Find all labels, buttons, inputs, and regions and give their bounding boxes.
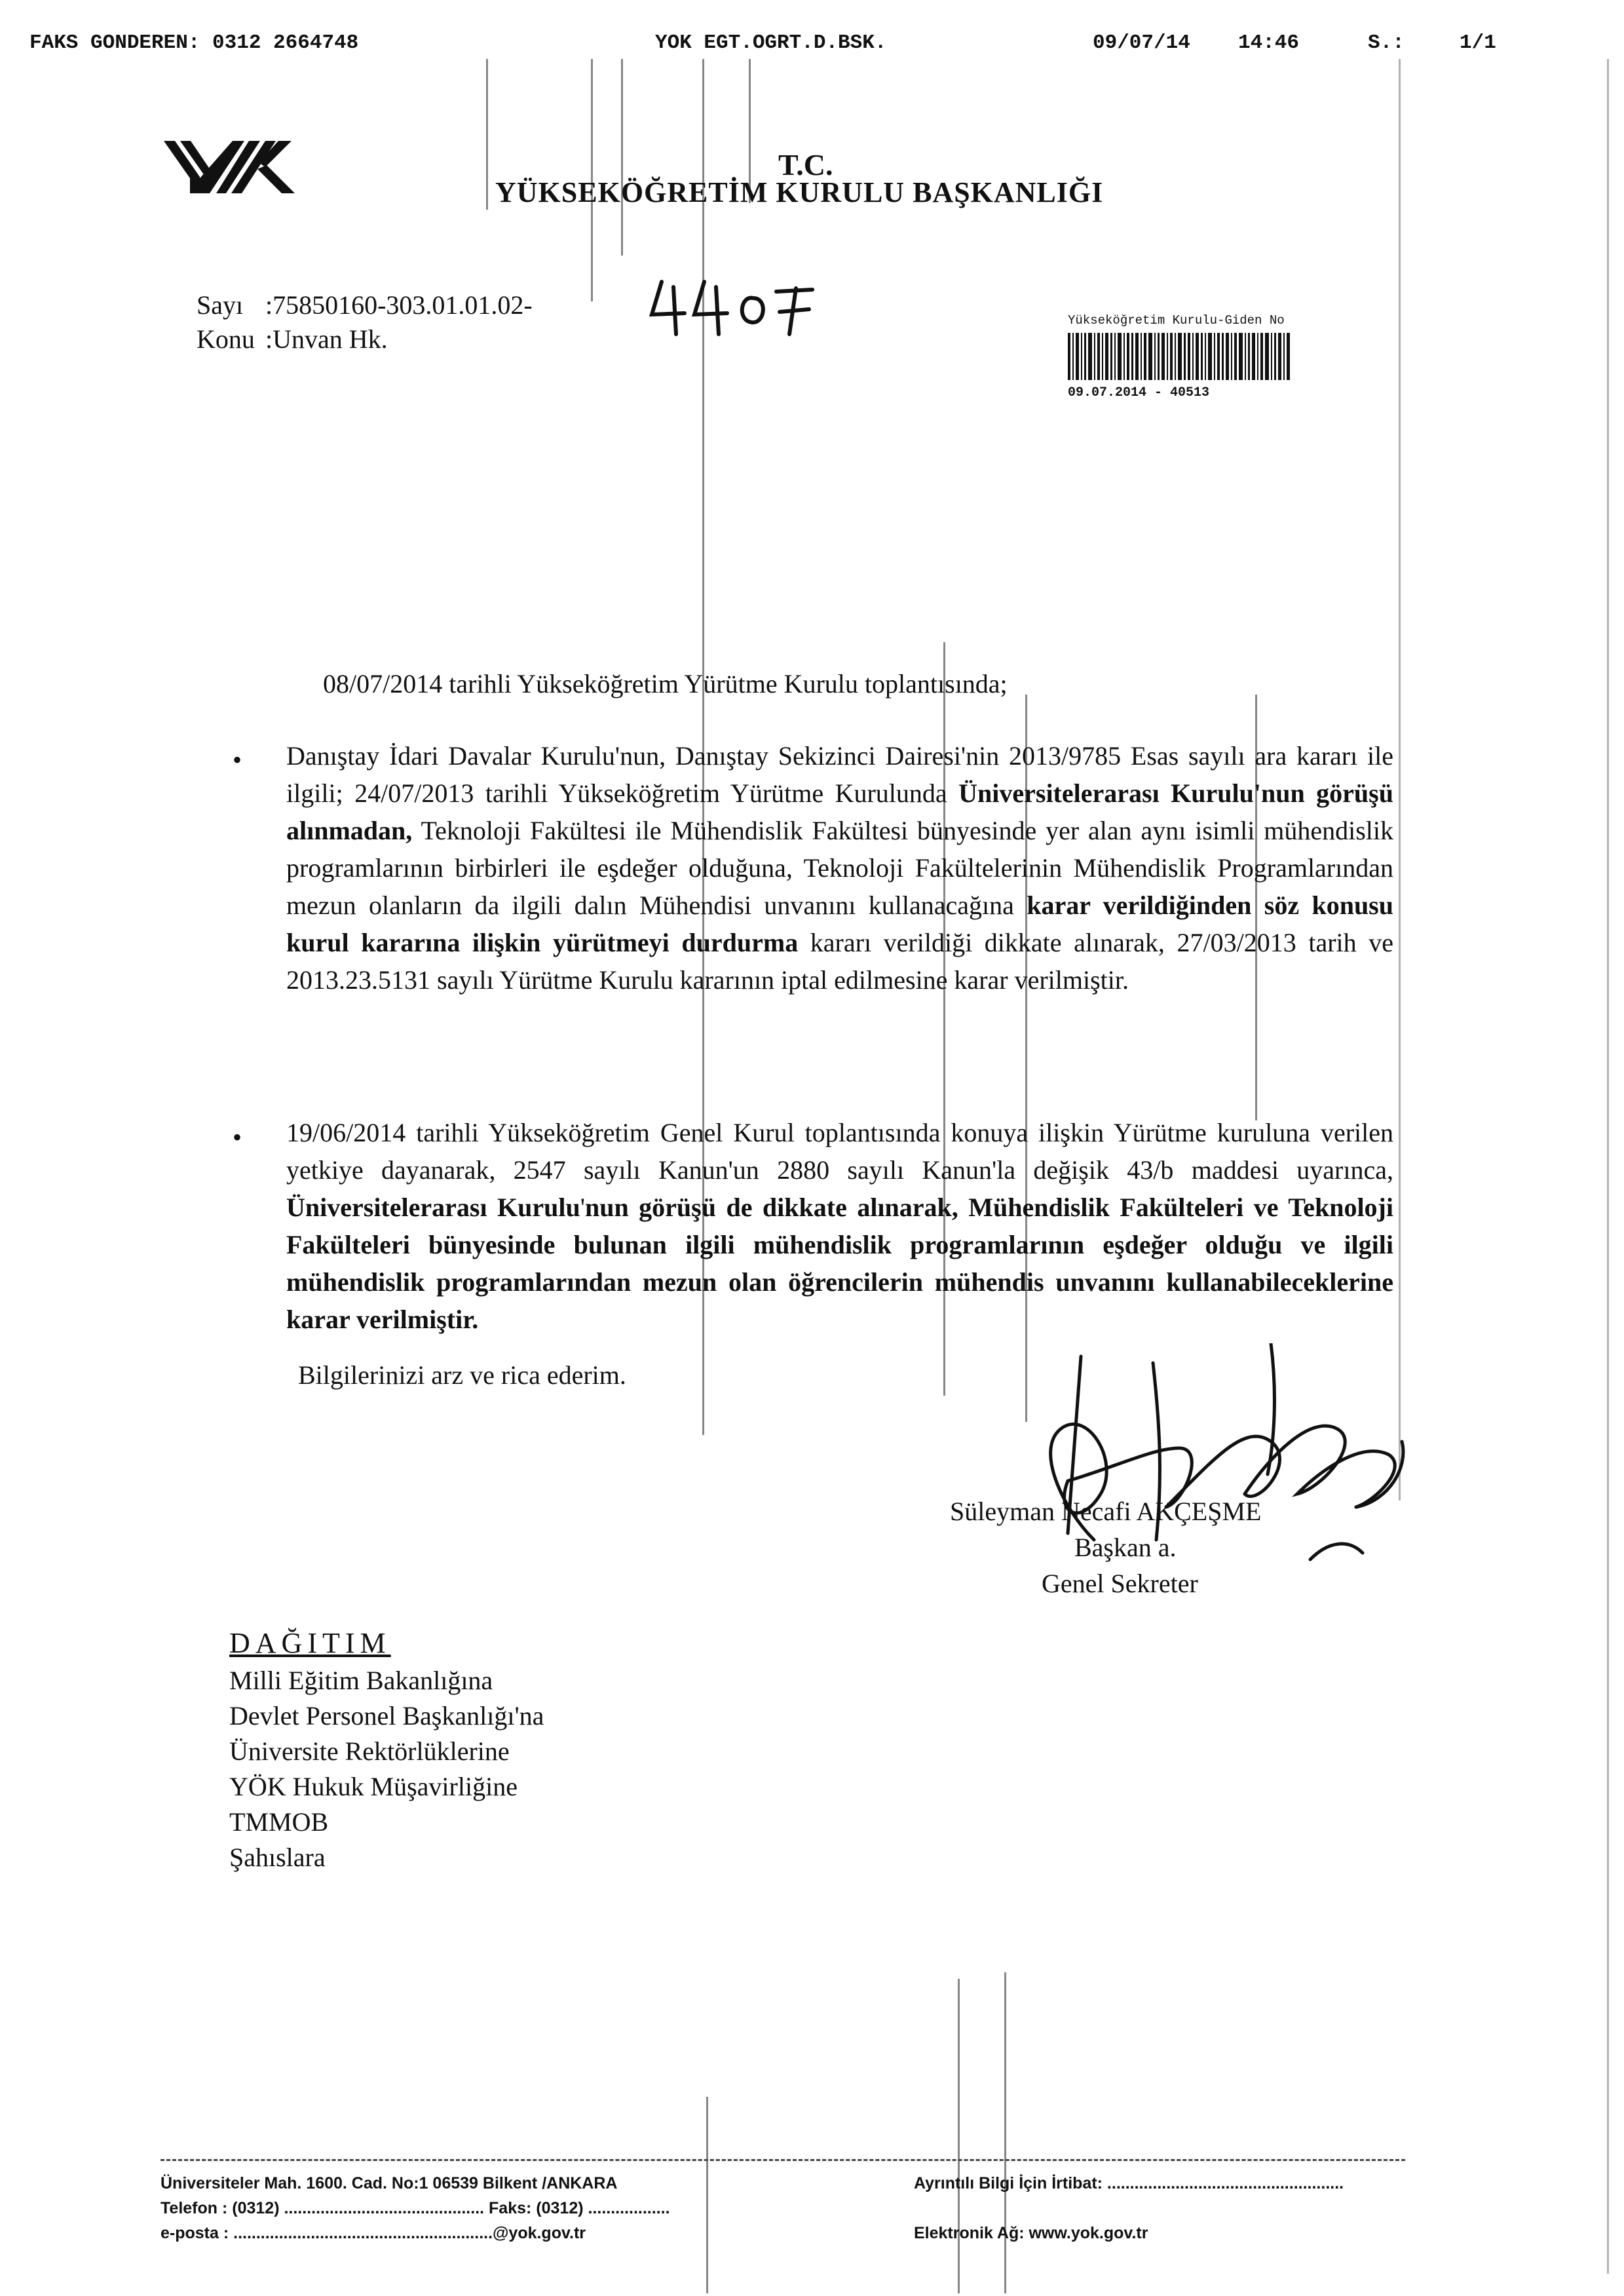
barcode-bottom-text: 09.07.2014 - 40513 [1068,385,1210,400]
footer-address: Üniversiteler Mah. 1600. Cad. No:1 06539 Bilkent /ANKARA [161,2174,618,2192]
closing-line: Bilgilerinizi arz ve rica ederim. [298,1360,626,1390]
bullet-2: • [233,1122,242,1152]
fax-header [0,31,1624,64]
distribution-item: Şahıslara [229,1843,326,1872]
distribution-title: DAĞITIM [229,1627,391,1659]
intro-line: 08/07/2014 tarihli Yükseköğretim Yürütme Kurulu toplantısında; [323,669,1008,698]
letterhead-line1: T.C. [778,148,833,182]
konu-label: Konu [197,324,255,354]
p1-text-a: Danıştay İdari Davalar Kurulu'nun, Danıştay Sekizinci Dairesi'nin 2013/9785 Esas sayılı ara kararı ile ilgili; 24/07/2013 tarihli Yükseköğretim Yürütme Kurulunda [286,741,1393,808]
fax-date: 09/07/14 [1093,31,1190,54]
scan-line [486,59,488,210]
barcode-icon [1068,333,1291,380]
p2-bold-b: Üniversitelerarası Kurulu [286,1193,580,1222]
barcode-stamp [1068,313,1294,418]
fax-unit: YOK EGT.OGRT.D.BSK. [655,31,887,54]
p1-bold-b: Üniversitelerarası Kurulu'nun görüşü alınmadan, [286,778,1393,845]
scan-line [1399,59,1401,1501]
footer-phone: Telefon : (0312) ............................................ Faks: (0312) .................. [161,2199,670,2217]
handwritten-number [649,269,819,347]
scan-line [1607,59,1609,2274]
p2-text-c: ' [580,1193,585,1222]
sayi-row [197,290,533,320]
distribution-item: YÖK Hukuk Müşavirliğine [229,1772,518,1801]
fax-sender: FAKS GONDEREN: 0312 2664748 [29,31,359,54]
scan-line [706,2097,708,2293]
konu-row [197,324,388,354]
yok-logo-icon [161,138,308,197]
sayi-label: Sayı [197,290,244,320]
fax-page: 1/1 [1460,31,1496,54]
paragraph-2 [286,1114,1393,1338]
scan-line [621,59,623,256]
paragraph-1 [286,737,1393,999]
signatory-name: Süleyman Necafi AKÇEŞME [950,1497,1262,1526]
p1-text-c: Teknoloji Fakültesi ile Mühendislik Fakültesi bünyesinde yer alan aynı isimli mühendislik programlarının birbirleri ile eşdeğer olduğuna, Teknoloji Fakültelerinin Mühendislik Programlarından mezun olanların da ilgili dalın Mühendisi unvanını kullanacağına [286,816,1393,920]
distribution-item: Milli Eğitim Bakanlığına [229,1666,493,1695]
barcode-top-text: Yükseköğretim Kurulu-Giden No [1068,313,1285,328]
footer-contact: Ayrıntılı Bilgi İçin İrtibat: .................................................... [914,2174,1344,2192]
p1-text-e: kararı verildiği dikkate alınarak, 27/03/2013 tarih ve 2013.23.5131 sayılı Yürütme Kurulu kararının iptal edilmesine karar verilmiştir. [286,928,1394,995]
footer-web: Elektronik Ağ: www.yok.gov.tr [914,2224,1148,2242]
distribution-item: TMMOB [229,1807,329,1837]
letterhead-line2: YÜKSEKÖĞRETİM KURULU BAŞKANLIĞI [495,176,1104,208]
konu-value: :Unvan Hk. [265,324,388,354]
fax-time: 14:46 [1238,31,1300,54]
p1-bold-d: karar verildiğinden söz konusu kurul kararına ilişkin yürütmeyi durdurma [286,890,1393,957]
bullet-1: • [233,745,242,775]
p2-bold-d: nun görüşü de dikkate alınarak, Mühendislik Fakülteleri ve Teknoloji Fakülteleri bünyesinde bulunan ilgili mühendislik programlarının eşdeğer olduğu ve ilgili mühendislik programlarından mezun olan öğrencilerin mühendis unvanını kullanabileceklerine karar verilmiştir. [286,1193,1393,1334]
distribution-item: Üniversite Rektörlüklerine [229,1736,510,1766]
scan-line [1004,1972,1006,2293]
footer-divider [161,2159,1405,2161]
scan-line [958,1979,960,2293]
distribution-list [229,1663,544,1875]
p2-text-a: 19/06/2014 tarihli Yükseköğretim Genel Kurul toplantısında konuya ilişkin Yürütme kuruluna verilen yetkiye dayanarak, 2547 sayılı Kanun'un 2880 sayılı Kanun'la değişik 43/b maddesi uyarınca, [286,1118,1393,1185]
sayi-value: :75850160-303.01.01.02- [265,290,533,320]
distribution-item: Devlet Personel Başkanlığı'na [229,1701,544,1731]
fax-page-label: S.: [1368,31,1405,54]
footer-email: e-posta : .........................................................@yok.gov.tr [161,2224,586,2242]
signatory-title1: Başkan a. [1074,1533,1177,1562]
signatory-title2: Genel Sekreter [1042,1569,1198,1598]
